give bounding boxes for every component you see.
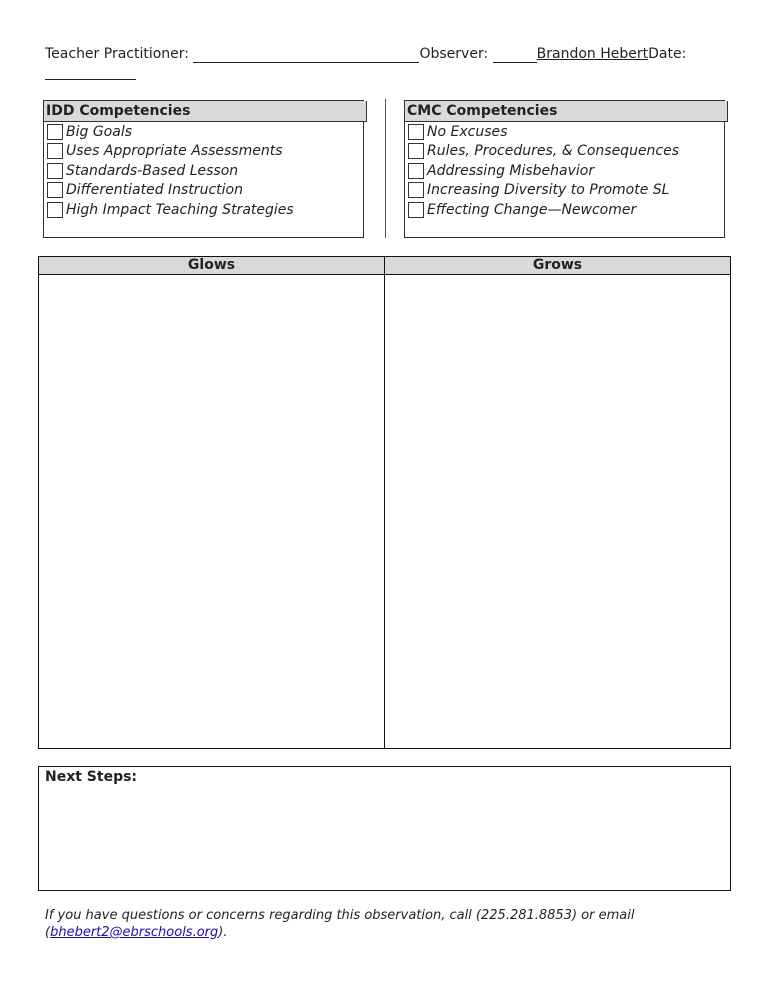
checkbox[interactable] [408,143,424,159]
column-divider [385,99,386,238]
cmc-item-label: No Excuses [427,123,508,140]
footer-text: If you have questions or concerns regarding this observation, call (225.281.8853) or email ( [45,908,635,940]
cmc-item-diversity [405,181,724,201]
idd-item-label: Uses Appropriate Assessments [66,143,283,160]
header-line [45,45,735,63]
cmc-competencies-list [405,122,724,220]
idd-item-big-goals [44,122,363,142]
teacher-field[interactable] [193,48,419,63]
cmc-item-label: Rules, Procedures, & Consequences [427,143,680,160]
observer-label: Observer: [419,46,489,62]
observer-name[interactable]: Brandon Hebert [536,46,649,62]
idd-item-label: High Impact Teaching Strategies [66,201,294,218]
glows-column [39,257,384,748]
cmc-item-label: Addressing Misbehavior [427,162,595,179]
idd-competencies-list [44,122,363,220]
footer-text-end: ). [218,925,228,940]
email-link[interactable]: bhebert2@ebrschools.org [50,925,219,940]
checkbox[interactable] [408,182,424,198]
date-field[interactable] [45,66,136,80]
glows-grows-table [38,256,731,749]
footer-note [45,907,735,941]
idd-item-high-impact [44,200,363,220]
grows-column [384,257,730,748]
idd-competencies-title: IDD Competencies [44,101,367,122]
glows-entry-area[interactable] [39,275,384,748]
checkbox[interactable] [47,124,63,140]
idd-item-assessments [44,142,363,162]
observer-field-pad [493,48,537,63]
next-steps-title: Next Steps: [45,769,138,785]
date-label: Date: [648,46,687,62]
teacher-label: Teacher Practitioner: [45,46,190,62]
checkbox[interactable] [408,124,424,140]
checkbox[interactable] [47,143,63,159]
cmc-item-no-excuses [405,122,724,142]
cmc-item-label: Effecting Change—Newcomer [427,201,637,218]
next-steps-box[interactable] [38,766,731,891]
checkbox[interactable] [408,202,424,218]
grows-entry-area[interactable] [385,275,730,748]
idd-item-label: Differentiated Instruction [66,182,243,199]
checkbox[interactable] [47,163,63,179]
glows-header: Glows [39,257,384,275]
idd-competencies-box [43,100,364,238]
idd-item-label: Standards-Based Lesson [66,162,239,179]
cmc-item-label: Increasing Diversity to Promote SL [427,182,670,199]
cmc-item-misbehavior [405,161,724,181]
checkbox[interactable] [47,182,63,198]
checkbox[interactable] [47,202,63,218]
grows-header: Grows [385,257,730,275]
cmc-competencies-title: CMC Competencies [405,101,728,122]
cmc-item-newcomer [405,200,724,220]
checkbox[interactable] [408,163,424,179]
idd-item-differentiated [44,181,363,201]
idd-item-label: Big Goals [66,123,133,140]
cmc-competencies-box [404,100,725,238]
cmc-item-rules [405,142,724,162]
idd-item-standards [44,161,363,181]
